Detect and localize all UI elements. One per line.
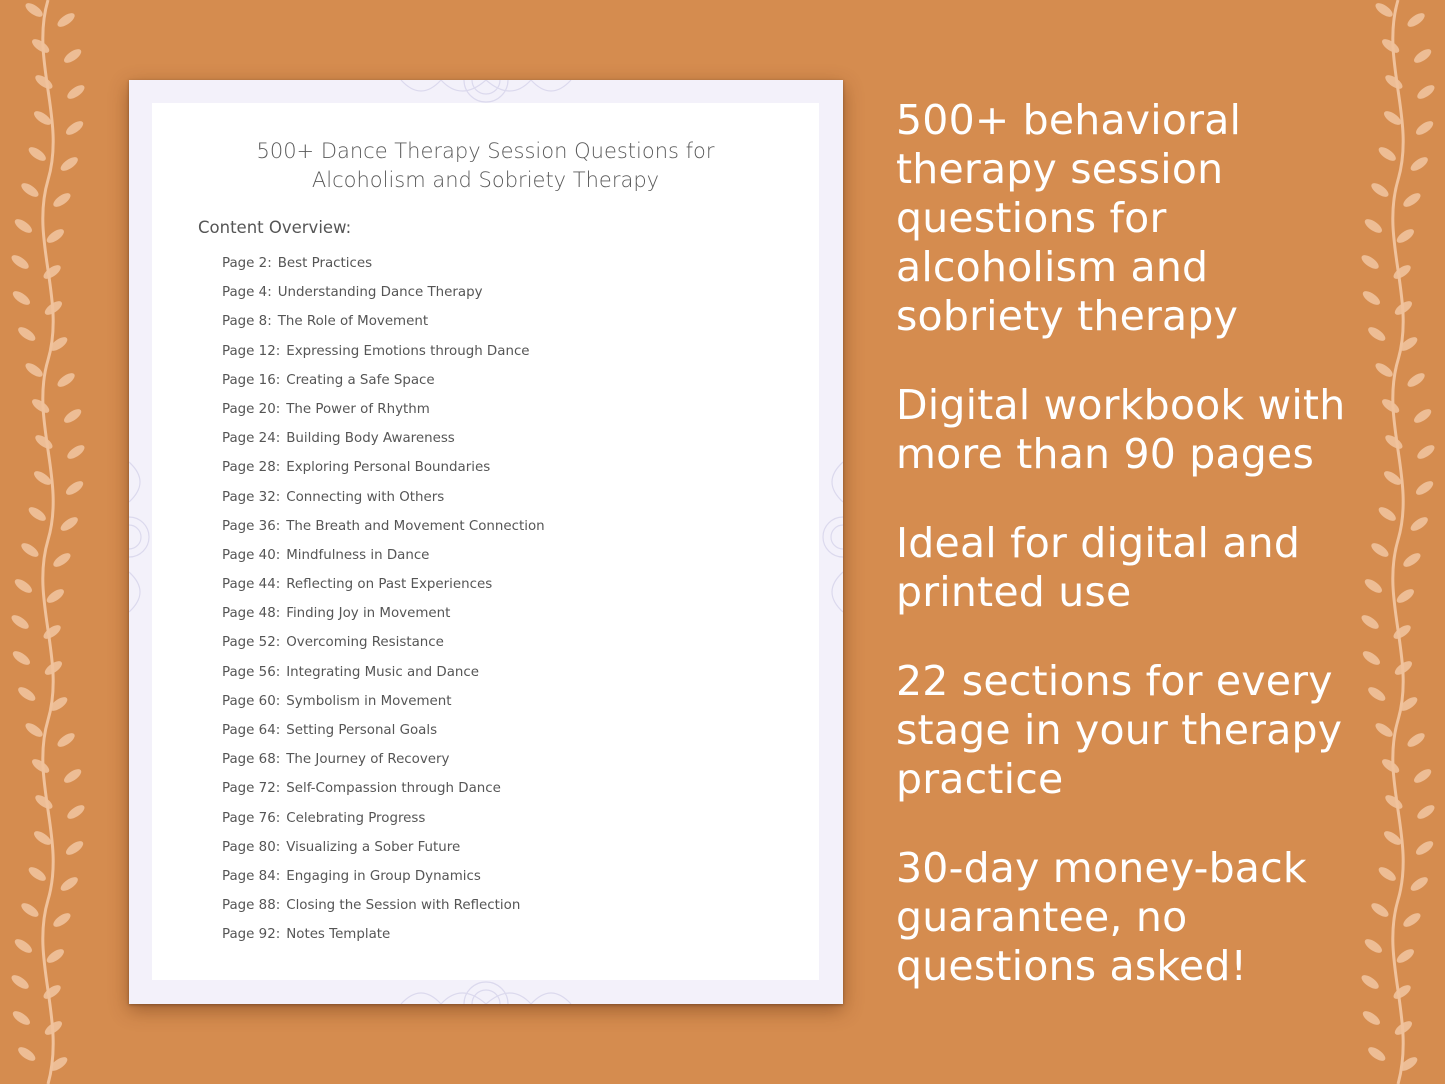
- toc-entry: [222, 371, 545, 400]
- floral-vine-left: [0, 0, 95, 1084]
- mandala-ornament-top: [381, 80, 591, 104]
- toc-page-number: Page 80:: [222, 839, 281, 855]
- toc-entry: [222, 750, 545, 779]
- toc-section-title: The Breath and Movement Connection: [286, 518, 545, 534]
- toc-section-title: Visualizing a Sober Future: [286, 839, 461, 855]
- toc-entry: [222, 925, 545, 954]
- feature-item: Ideal for digital and printed use: [896, 519, 1301, 616]
- toc-section-title: Integrating Music and Dance: [286, 664, 479, 680]
- toc-entry: [222, 546, 545, 575]
- toc-page-number: Page 68:: [222, 752, 281, 768]
- toc-section-title: Overcoming Resistance: [286, 635, 444, 651]
- toc-page-number: Page 20:: [222, 401, 281, 417]
- toc-section-title: Setting Personal Goals: [286, 723, 438, 738]
- toc-entry: [222, 692, 545, 721]
- toc-page-number: Page 40:: [222, 547, 281, 563]
- toc-entry: [222, 342, 545, 371]
- toc-entry: [222, 254, 545, 283]
- document-content: [152, 103, 819, 980]
- toc-section-title: Closing the Session with Reflection: [286, 898, 521, 914]
- toc-section-title: Engaging in Group Dynamics: [286, 868, 481, 884]
- mandala-ornament-right: [819, 452, 843, 622]
- toc-section-title: Building Body Awareness: [286, 431, 455, 447]
- toc-page-number: Page 52:: [222, 635, 281, 651]
- toc-entry: [222, 575, 545, 604]
- feature-item: 30-day money-back guarantee, no questions asked!: [896, 844, 1307, 990]
- toc-page-number: Page 44:: [222, 577, 281, 593]
- toc-section-title: Symbolism in Movement: [286, 693, 452, 709]
- feature-item: 22 sections for every stage in your therapy practice: [896, 657, 1343, 803]
- toc-entry: [222, 721, 545, 750]
- toc-section-title: Best Practices: [277, 256, 373, 271]
- document-title-line-2: Alcoholism and Sobriety Therapy: [311, 168, 660, 192]
- toc-section-title: Understanding Dance Therapy: [277, 285, 483, 301]
- document-page: [129, 80, 843, 1004]
- document-title: [152, 137, 819, 195]
- toc-section-title: The Journey of Recovery: [286, 752, 450, 768]
- toc-entry: [222, 429, 545, 458]
- toc-entry: [222, 283, 545, 312]
- toc-section-title: Celebrating Progress: [286, 810, 426, 826]
- toc-page-number: Page 48:: [222, 606, 281, 622]
- feature-item: Digital workbook with more than 90 pages: [896, 381, 1346, 478]
- toc-page-number: Page 76:: [222, 810, 281, 826]
- toc-entry: [222, 604, 545, 633]
- toc-entry: [222, 896, 545, 925]
- toc-entry: [222, 633, 545, 662]
- toc-page-number: Page 72:: [222, 781, 281, 797]
- toc-entry: [222, 458, 545, 487]
- toc-entry: [222, 663, 545, 692]
- toc-section-title: Exploring Personal Boundaries: [286, 460, 491, 476]
- feature-item: 500+ behavioral therapy session questions for alcoholism and sobriety therapy: [896, 96, 1242, 340]
- toc-page-number: Page 92:: [222, 927, 281, 943]
- toc-entry: [222, 779, 545, 808]
- floral-vine-right: [1350, 0, 1445, 1084]
- toc-page-number: Page 32:: [222, 489, 281, 505]
- toc-page-number: Page 60:: [222, 693, 281, 709]
- toc-section-title: Notes Template: [286, 927, 391, 943]
- mandala-ornament-left: [129, 452, 153, 622]
- toc-page-number: Page 4:: [222, 285, 272, 301]
- toc-page-number: Page 24:: [222, 431, 281, 447]
- toc-entry: [222, 867, 545, 896]
- toc-entry: [222, 838, 545, 867]
- toc-page-number: Page 84:: [222, 868, 281, 884]
- toc-section-title: Expressing Emotions through Dance: [286, 343, 530, 359]
- toc-section-title: Finding Joy in Movement: [286, 606, 451, 622]
- feature-list: [896, 96, 1356, 1031]
- toc-entry: [222, 809, 545, 838]
- toc-entry: [222, 488, 545, 517]
- content-overview-label: Content Overview:: [198, 218, 352, 237]
- document-title-line-1: 500+ Dance Therapy Session Questions for: [256, 139, 715, 163]
- toc-page-number: Page 16:: [222, 372, 281, 388]
- toc-section-title: The Role of Movement: [277, 314, 429, 330]
- toc-page-number: Page 12:: [222, 343, 281, 359]
- toc-section-title: Reflecting on Past Experiences: [286, 577, 493, 593]
- toc-entry: [222, 312, 545, 341]
- mandala-ornament-bottom: [381, 980, 591, 1004]
- toc-section-title: Connecting with Others: [286, 489, 445, 505]
- toc-section-title: Mindfulness in Dance: [286, 547, 430, 563]
- toc-page-number: Page 8:: [222, 314, 272, 330]
- toc-page-number: Page 28:: [222, 460, 281, 476]
- toc-section-title: Creating a Safe Space: [286, 372, 435, 388]
- toc-page-number: Page 56:: [222, 664, 281, 680]
- toc-page-number: Page 64:: [222, 723, 281, 738]
- toc-page-number: Page 2:: [222, 256, 272, 271]
- toc-entry: [222, 517, 545, 546]
- toc-section-title: The Power of Rhythm: [286, 401, 430, 417]
- toc-entry: [222, 400, 545, 429]
- toc-section-title: Self-Compassion through Dance: [286, 781, 501, 797]
- table-of-contents: [222, 254, 545, 955]
- toc-page-number: Page 88:: [222, 898, 281, 914]
- toc-page-number: Page 36:: [222, 518, 281, 534]
